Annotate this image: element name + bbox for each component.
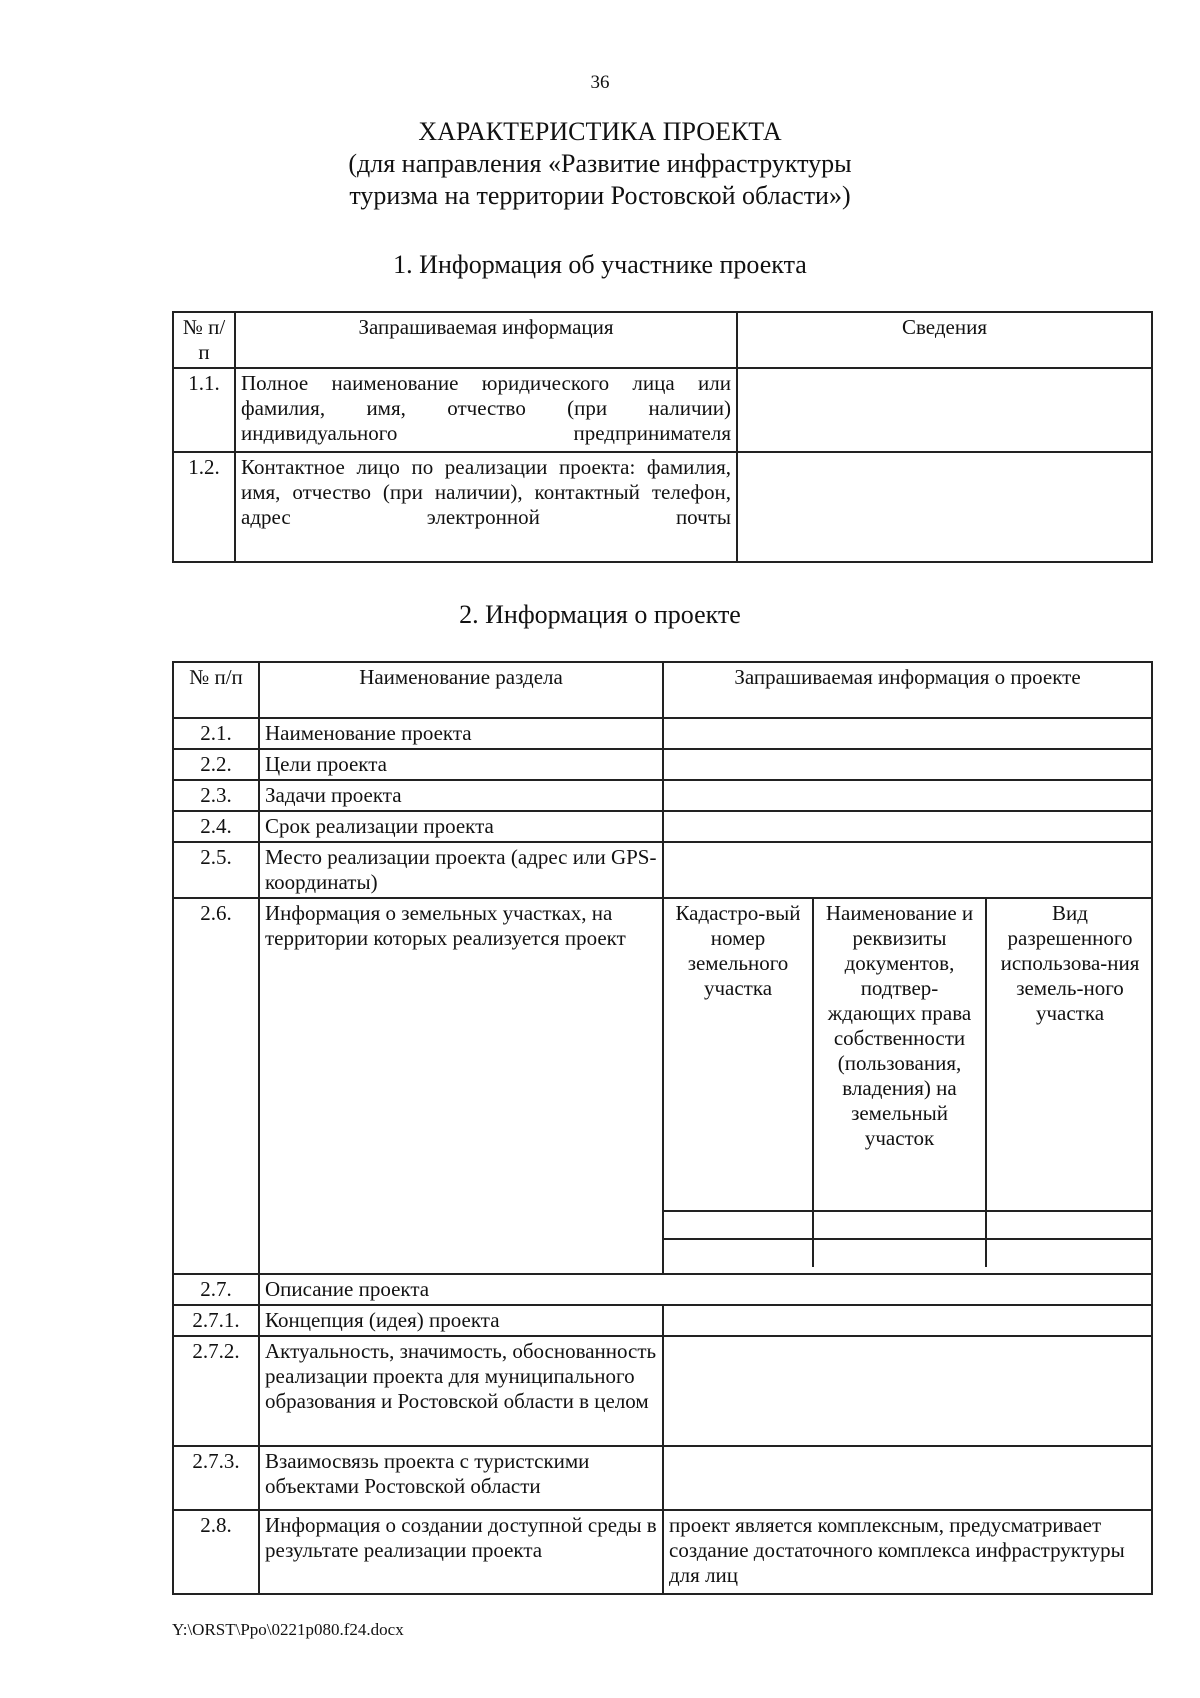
row-value-cell[interactable] <box>663 1446 1152 1510</box>
row-text: Информация о земельных участках, на территории которых реализуется проект <box>259 898 663 1274</box>
section2-heading: 2. Информация о проекте <box>459 600 741 629</box>
table-row <box>173 368 1152 452</box>
row-value-cell[interactable] <box>663 1305 1152 1336</box>
row-num: 2.5. <box>173 842 259 898</box>
table-row <box>173 780 1152 811</box>
row-text: Концепция (идея) проекта <box>259 1305 663 1336</box>
land-plot-row <box>664 1211 1152 1239</box>
row-num: 2.3. <box>173 780 259 811</box>
permitted-use-cell[interactable] <box>986 1211 1152 1239</box>
row-value-cell[interactable] <box>737 368 1152 452</box>
cadastral-number-header: Кадастро-вый номер земельного участка <box>664 899 813 1211</box>
table-row <box>173 1274 1152 1305</box>
row-value-cell[interactable] <box>663 718 1152 749</box>
row-text: Информация о создании доступной среды в результате реализации проекта <box>259 1510 663 1594</box>
header-project-info: Запрашиваемая информация о проекте <box>663 662 1152 718</box>
header-num: № п/п <box>173 312 235 368</box>
table-row <box>173 1336 1152 1446</box>
row-num: 2.7. <box>173 1274 259 1305</box>
table-row <box>173 898 1152 1274</box>
header-num: № п/п <box>173 662 259 718</box>
row-text: Описание проекта <box>259 1274 1152 1305</box>
table-row <box>173 1305 1152 1336</box>
title-line-3: туризма на территории Ростовской области») <box>349 181 851 210</box>
row-value-cell[interactable] <box>663 811 1152 842</box>
row-value-cell[interactable] <box>663 1336 1152 1446</box>
row-num: 2.7.2. <box>173 1336 259 1446</box>
title-line-2: (для направления «Развитие инфраструктуры <box>348 149 852 178</box>
row-text: Контактное лицо по реализации проекта: фамилия, имя, отчество (при наличии), контактный телефон, адрес электронной почты <box>235 452 737 562</box>
page-number: 36 <box>590 72 610 93</box>
row-num: 2.7.3. <box>173 1446 259 1510</box>
section1-heading: 1. Информация об участнике проекта <box>393 250 807 279</box>
ownership-documents-cell[interactable] <box>813 1239 986 1267</box>
row-text: Срок реализации проекта <box>259 811 663 842</box>
cadastral-number-cell[interactable] <box>664 1239 813 1267</box>
row-value-cell[interactable] <box>663 842 1152 898</box>
ownership-documents-header: Наименование и реквизиты документов, подтвер-ждающих права собственности (пользования, владения) на земельный участок <box>813 899 986 1211</box>
ownership-documents-cell[interactable] <box>813 1211 986 1239</box>
row-text: Полное наименование юридического лица или фамилия, имя, отчество (при наличии) индивидуального предпринимателя <box>235 368 737 452</box>
row-num: 2.1. <box>173 718 259 749</box>
header-section-name: Наименование раздела <box>259 662 663 718</box>
row-value-cell[interactable] <box>663 749 1152 780</box>
permitted-use-header: Вид разрешенного использова-ния земель-ного участка <box>986 899 1152 1211</box>
row-num: 1.1. <box>173 368 235 452</box>
row-text: Взаимосвязь проекта с туристскими объектами Ростовской области <box>259 1446 663 1510</box>
land-plot-row <box>664 1239 1152 1267</box>
file-path-footer: Y:\ORST\Ppo\0221p080.f24.docx <box>172 1620 404 1639</box>
row-text: Цели проекта <box>259 749 663 780</box>
row-num: 2.4. <box>173 811 259 842</box>
project-info-table <box>172 661 1153 1595</box>
table-row <box>173 718 1152 749</box>
document-title <box>0 116 1200 212</box>
header-requested-info: Запрашиваемая информация <box>235 312 737 368</box>
row-value-cell[interactable] <box>663 780 1152 811</box>
header-details: Сведения <box>737 312 1152 368</box>
cadastral-number-cell[interactable] <box>664 1211 813 1239</box>
row-num: 1.2. <box>173 452 235 562</box>
table-row <box>173 842 1152 898</box>
title-line-1: ХАРАКТЕРИСТИКА ПРОЕКТА <box>418 117 782 146</box>
participant-info-table <box>172 311 1153 563</box>
row-value-cell[interactable] <box>737 452 1152 562</box>
land-plots-cell <box>663 898 1152 1274</box>
row-num: 2.2. <box>173 749 259 780</box>
row-text: Место реализации проекта (адрес или GPS-координаты) <box>259 842 663 898</box>
table-row <box>173 1510 1152 1594</box>
table-row <box>173 749 1152 780</box>
row-num: 2.8. <box>173 1510 259 1594</box>
row-text: Задачи проекта <box>259 780 663 811</box>
land-plots-subtable <box>664 899 1152 1267</box>
row-num: 2.7.1. <box>173 1305 259 1336</box>
row-value-cell[interactable]: проект является комплексным, предусматривает создание достаточного комплекса инфраструктуры для лиц <box>663 1510 1152 1594</box>
row-num: 2.6. <box>173 898 259 1274</box>
table-row <box>173 452 1152 562</box>
row-text: Актуальность, значимость, обоснованность реализации проекта для муниципального образования и Ростовской области в целом <box>259 1336 663 1446</box>
permitted-use-cell[interactable] <box>986 1239 1152 1267</box>
table-row <box>173 1446 1152 1510</box>
row-text: Наименование проекта <box>259 718 663 749</box>
table-row <box>173 811 1152 842</box>
